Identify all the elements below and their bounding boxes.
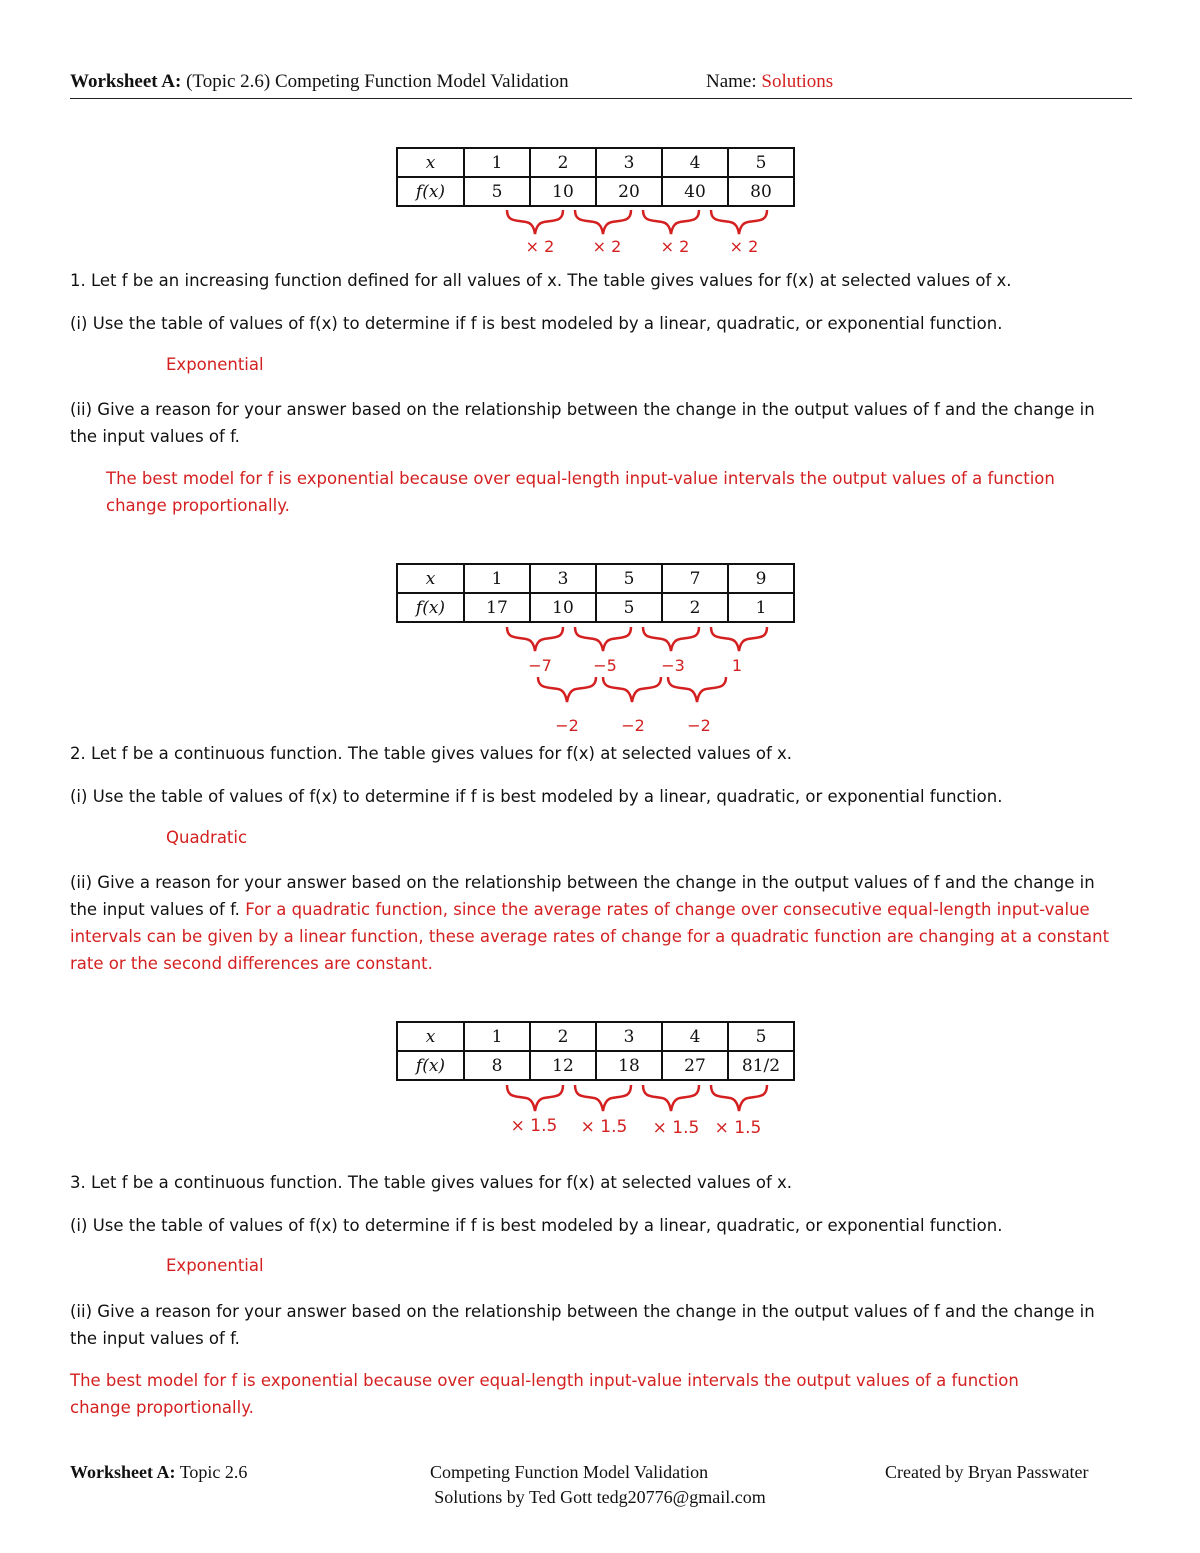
table-cell: 4 <box>662 1022 728 1051</box>
brace-icon <box>575 627 631 651</box>
header-divider <box>70 98 1132 99</box>
problem-2-part-ii <box>70 869 1122 977</box>
table-cell: 80 <box>728 177 794 206</box>
table-cell: 17 <box>464 593 530 622</box>
problem-3-statement: 3. Let f be a continuous function. The table gives values for f(x) at selected values of x. <box>70 1173 793 1192</box>
table-cell: 20 <box>596 177 662 206</box>
table-cell: 3 <box>596 1022 662 1051</box>
table-cell: 9 <box>728 564 794 593</box>
problem-3-part-ii: (ii) Give a reason for your answer based on the relationship between the change in the output values of f and the change in the input values of f. <box>70 1302 1095 1348</box>
brace-icon <box>603 677 661 702</box>
problem-1-statement: 1. Let f be an increasing function defined for all values of x. The table gives values for f(x) at selected values of x. <box>70 271 1012 290</box>
ratio-braces-3 <box>500 1083 770 1115</box>
value-table-1 <box>396 147 795 207</box>
footer-worksheet-label: Worksheet A: <box>70 1462 176 1482</box>
table-cell: 2 <box>662 593 728 622</box>
x-header: x <box>397 564 464 593</box>
table-cell: 10 <box>530 593 596 622</box>
problem-3-answer-i: Exponential <box>166 1256 264 1275</box>
table-cell: 18 <box>596 1051 662 1080</box>
brace-icon <box>643 210 699 234</box>
footer-topic: Topic 2.6 <box>179 1462 248 1482</box>
table-cell: 1 <box>464 1022 530 1051</box>
ratio-label: × 2 <box>592 237 622 256</box>
problem-2-answer-i: Quadratic <box>166 828 248 847</box>
problem-2-answer-ii: For a quadratic function, since the average rates of change over consecutive equal-length input-value intervals can be given by a linear function, these average rates of change for a quadratic function are changing at a constant rate or the second differences are constant. <box>70 900 1110 973</box>
value-table-3 <box>396 1021 795 1081</box>
f-header: f(x) <box>397 177 464 206</box>
f-header: f(x) <box>397 1051 464 1080</box>
worksheet-title: (Topic 2.6) Competing Function Model Validation <box>186 71 569 92</box>
footer-right: Created by Bryan Passwater <box>885 1462 1089 1482</box>
table-row-f <box>397 177 794 206</box>
table-cell: 4 <box>662 148 728 177</box>
table-row-x <box>397 148 794 177</box>
ratio-label: × 1.5 <box>510 1116 558 1136</box>
table-row-f <box>397 1051 794 1080</box>
brace-icon <box>538 677 596 702</box>
ratio-label: × 1.5 <box>652 1118 700 1138</box>
ratio-braces-1 <box>500 208 770 238</box>
brace-icon <box>643 627 699 651</box>
first-difference-label: 1 <box>731 656 743 675</box>
table-row-x <box>397 1022 794 1051</box>
table-cell: 5 <box>728 148 794 177</box>
problem-3-part-i: (i) Use the table of values of f(x) to determine if f is best modeled by a linear, quadratic, or exponential function. <box>70 1216 1003 1235</box>
second-difference-label: −2 <box>687 716 711 735</box>
table-cell: 5 <box>596 564 662 593</box>
ratio-label: × 2 <box>525 237 555 256</box>
problem-2-statement: 2. Let f be a continuous function. The table gives values for f(x) at selected values of x. <box>70 744 793 763</box>
table-cell: 3 <box>596 148 662 177</box>
table-cell: 8 <box>464 1051 530 1080</box>
brace-icon <box>668 677 726 702</box>
ratio-label: × 1.5 <box>714 1118 762 1138</box>
value-table-2 <box>396 563 795 623</box>
table-cell: 1 <box>464 564 530 593</box>
x-header: x <box>397 1022 464 1051</box>
brace-icon <box>643 1085 699 1111</box>
worksheet-label: Worksheet A: <box>70 71 182 92</box>
footer-left <box>70 1462 247 1483</box>
f-header: f(x) <box>397 593 464 622</box>
worksheet-header <box>70 71 569 93</box>
footer-center: Competing Function Model Validation <box>430 1462 709 1482</box>
name-value: Solutions <box>761 71 834 92</box>
table-cell: 81/2 <box>728 1051 794 1080</box>
first-difference-braces <box>500 625 770 655</box>
brace-icon <box>711 210 767 234</box>
table-cell: 1 <box>728 593 794 622</box>
footer-credit: Solutions by Ted Gott tedg20776@gmail.com <box>434 1487 766 1507</box>
table-cell: 5 <box>728 1022 794 1051</box>
name-field <box>706 71 833 93</box>
second-difference-label: −2 <box>621 716 645 735</box>
table-cell: 5 <box>464 177 530 206</box>
first-difference-label: −7 <box>528 656 552 675</box>
brace-icon <box>507 1085 563 1111</box>
table-cell: 7 <box>662 564 728 593</box>
problem-3-answer-ii: The best model for f is exponential because over equal-length input-value intervals the output values of a function change proportionally. <box>70 1371 1019 1417</box>
brace-icon <box>507 210 563 234</box>
brace-icon <box>507 627 563 651</box>
ratio-label: × 2 <box>660 237 690 256</box>
problem-2-part-i: (i) Use the table of values of f(x) to determine if f is best modeled by a linear, quadratic, or exponential function. <box>70 787 1003 806</box>
table-cell: 40 <box>662 177 728 206</box>
table-cell: 1 <box>464 148 530 177</box>
ratio-label: × 2 <box>729 237 759 256</box>
problem-1-part-i: (i) Use the table of values of f(x) to determine if f is best modeled by a linear, quadratic, or exponential function. <box>70 314 1003 333</box>
table-cell: 12 <box>530 1051 596 1080</box>
problem-1-answer-i: Exponential <box>166 355 264 374</box>
name-label: Name: <box>706 71 757 92</box>
problem-1-part-ii: (ii) Give a reason for your answer based on the relationship between the change in the output values of f and the change in the input values of f. <box>70 400 1095 446</box>
brace-icon <box>711 1085 767 1111</box>
table-cell: 3 <box>530 564 596 593</box>
brace-icon <box>575 1085 631 1111</box>
table-cell: 5 <box>596 593 662 622</box>
problem-1-answer-ii: The best model for f is exponential because over equal-length input-value intervals the output values of a function change proportionally. <box>106 469 1055 515</box>
brace-icon <box>575 210 631 234</box>
first-difference-label: −5 <box>593 656 617 675</box>
second-difference-label: −2 <box>555 716 579 735</box>
x-header: x <box>397 148 464 177</box>
table-cell: 2 <box>530 148 596 177</box>
table-cell: 10 <box>530 177 596 206</box>
table-cell: 2 <box>530 1022 596 1051</box>
table-cell: 27 <box>662 1051 728 1080</box>
first-difference-label: −3 <box>661 656 685 675</box>
table-row-f <box>397 593 794 622</box>
problem-2-question: (ii) Give a reason for your answer based on the relationship between the change in the output values of f and the change in the input values of f. <box>70 873 1095 919</box>
second-difference-braces <box>530 675 750 707</box>
ratio-label: × 1.5 <box>580 1117 628 1137</box>
table-row-x <box>397 564 794 593</box>
brace-icon <box>711 627 767 651</box>
